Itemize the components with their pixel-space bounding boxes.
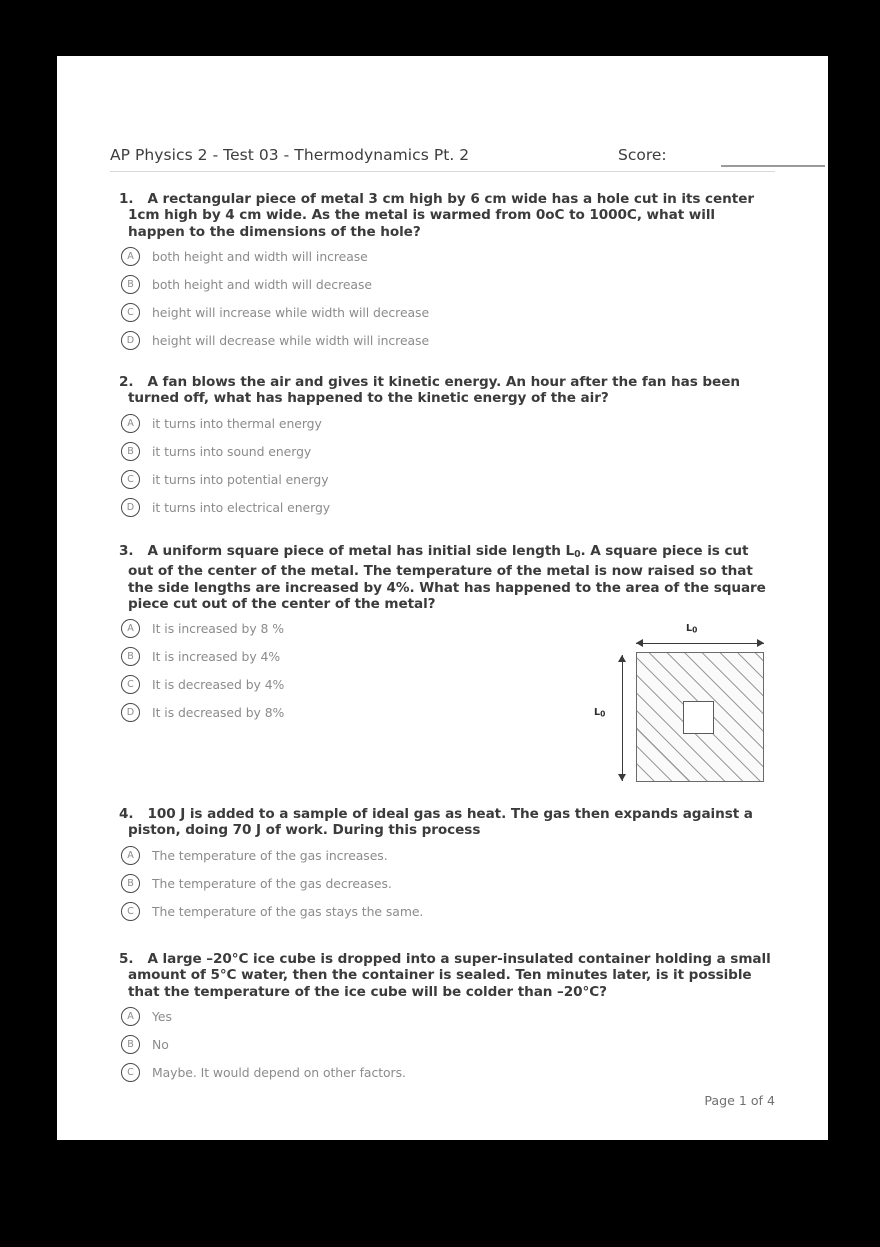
diagram-left-label: $L_0$ — [594, 707, 606, 719]
question-2 — [110, 374, 775, 526]
height-dimension-arrow — [618, 655, 627, 781]
option-4-b[interactable] — [110, 874, 775, 902]
question-4-number: 4. — [119, 806, 134, 822]
option-5-b[interactable] — [110, 1035, 775, 1063]
arrow-head-left-icon — [636, 639, 643, 647]
option-bubble-a[interactable]: A — [121, 846, 140, 865]
option-1-a[interactable] — [110, 247, 775, 275]
option-bubble-c[interactable]: C — [121, 675, 140, 694]
option-bubble-c[interactable]: C — [121, 1063, 140, 1082]
option-1-b[interactable] — [110, 275, 775, 303]
question-1-number: 1. — [119, 191, 134, 207]
question-4 — [110, 806, 775, 930]
option-bubble-b[interactable]: B — [121, 874, 140, 893]
option-5-a[interactable] — [110, 1007, 775, 1035]
question-3-diagram — [570, 623, 775, 787]
cut-out-square-hole — [683, 701, 714, 734]
question-4-body: 100 J is added to a sample of ideal gas as heat. The gas then expands against a piston, doing 70 J of work. During this process — [128, 806, 753, 839]
metal-square-hatched — [636, 652, 764, 782]
arrow-shaft — [622, 655, 623, 781]
option-bubble-a[interactable]: A — [121, 1007, 140, 1026]
option-1-d[interactable] — [110, 331, 775, 359]
arrow-head-top-icon — [618, 655, 626, 662]
question-3 — [110, 543, 775, 731]
option-bubble-a[interactable]: A — [121, 247, 140, 266]
question-1 — [110, 191, 775, 359]
option-label-c: Maybe. It would depend on other factors. — [152, 1064, 406, 1080]
option-label-c: The temperature of the gas stays the same. — [152, 903, 424, 919]
arrow-head-right-icon — [757, 639, 764, 647]
option-bubble-b[interactable]: B — [121, 647, 140, 666]
option-label-b: It is increased by 4% — [152, 649, 281, 665]
question-1-options — [110, 247, 775, 359]
question-1-body: A rectangular piece of metal 3 cm high by 6 cm wide has a hole cut in its center 1cm high by 4 cm wide. As the metal is warmed from 0oC to 1000C, what will happen to the dimensions of the hole? — [128, 191, 754, 240]
option-label-d: it turns into electrical energy — [152, 499, 331, 515]
question-5-number: 5. — [119, 951, 134, 967]
question-3-body-part2: . A square piece is cut out of the center of the metal. The temperature of the metal is now raised so that the side lengths are increased by 4%. What has happened to the area of the square piece cut out of the center of the metal? — [128, 543, 766, 612]
option-label-b: The temperature of the gas decreases. — [152, 875, 392, 891]
question-3-body-part1: A uniform square piece of metal has initial side length L — [147, 543, 575, 559]
option-label-c: it turns into potential energy — [152, 471, 329, 487]
option-bubble-a[interactable]: A — [121, 619, 140, 638]
option-2-a[interactable] — [110, 414, 775, 442]
question-3-text — [119, 543, 775, 612]
width-dimension-arrow — [636, 639, 764, 648]
option-label-a: Yes — [152, 1008, 172, 1024]
option-label-a: The temperature of the gas increases. — [152, 847, 388, 863]
diagram-top-label: $L_0$ — [686, 623, 698, 635]
option-bubble-c[interactable]: C — [121, 902, 140, 921]
question-5 — [110, 951, 775, 1091]
question-2-body: A fan blows the air and gives it kinetic energy. An hour after the fan has been turned off, what has happened to the kinetic energy of the air? — [128, 374, 740, 407]
score-label: Score: — [618, 146, 667, 164]
question-2-options — [110, 414, 775, 526]
question-5-options — [110, 1007, 775, 1091]
page-content-area — [110, 56, 775, 1140]
option-label-a: it turns into thermal energy — [152, 415, 322, 431]
option-bubble-b[interactable]: B — [121, 275, 140, 294]
option-label-d: height will decrease while width will increase — [152, 332, 430, 348]
option-label-d: It is decreased by 8% — [152, 705, 285, 721]
option-5-c[interactable] — [110, 1063, 775, 1091]
question-2-number: 2. — [119, 374, 134, 390]
option-bubble-d[interactable]: D — [121, 703, 140, 722]
question-3-subscript: 0 — [574, 549, 581, 561]
question-4-text — [119, 806, 775, 839]
option-label-b: No — [152, 1036, 169, 1052]
arrow-head-bottom-icon — [618, 774, 626, 781]
option-label-b: both height and width will decrease — [152, 276, 372, 292]
option-1-c[interactable] — [110, 303, 775, 331]
option-bubble-b[interactable]: B — [121, 1035, 140, 1054]
option-bubble-a[interactable]: A — [121, 414, 140, 433]
question-2-text — [119, 374, 775, 407]
option-2-d[interactable] — [110, 498, 775, 526]
option-bubble-c[interactable]: C — [121, 303, 140, 322]
option-4-c[interactable] — [110, 902, 775, 930]
page-footer: Page 1 of 4 — [704, 1093, 775, 1108]
question-5-body: A large –20°C ice cube is dropped into a super-insulated container holding a small amount of 5°C water, then the container is sealed. Ten minutes later, is it possible that the temperature of the ice cube will be colder than –20°C? — [128, 951, 771, 1000]
option-4-a[interactable] — [110, 846, 775, 874]
option-bubble-c[interactable]: C — [121, 470, 140, 489]
option-label-a: both height and width will increase — [152, 248, 368, 264]
option-bubble-d[interactable]: D — [121, 498, 140, 517]
page-title: AP Physics 2 - Test 03 - Thermodynamics Pt. 2 — [110, 146, 470, 164]
option-label-c: It is decreased by 4% — [152, 677, 285, 693]
option-bubble-b[interactable]: B — [121, 442, 140, 461]
option-2-b[interactable] — [110, 442, 775, 470]
arrow-shaft — [636, 643, 764, 644]
document-page — [57, 56, 828, 1140]
option-bubble-d[interactable]: D — [121, 331, 140, 350]
option-label-c: height will increase while width will decrease — [152, 304, 430, 320]
score-blank-line[interactable] — [721, 165, 825, 167]
question-3-number: 3. — [119, 543, 134, 559]
option-label-a: It is increased by 8 % — [152, 621, 284, 637]
option-2-c[interactable] — [110, 470, 775, 498]
question-4-options — [110, 846, 775, 930]
header-divider — [110, 171, 775, 172]
question-5-text — [119, 951, 775, 1000]
question-1-text — [119, 191, 775, 240]
document-header — [110, 146, 775, 176]
option-label-b: it turns into sound energy — [152, 443, 312, 459]
